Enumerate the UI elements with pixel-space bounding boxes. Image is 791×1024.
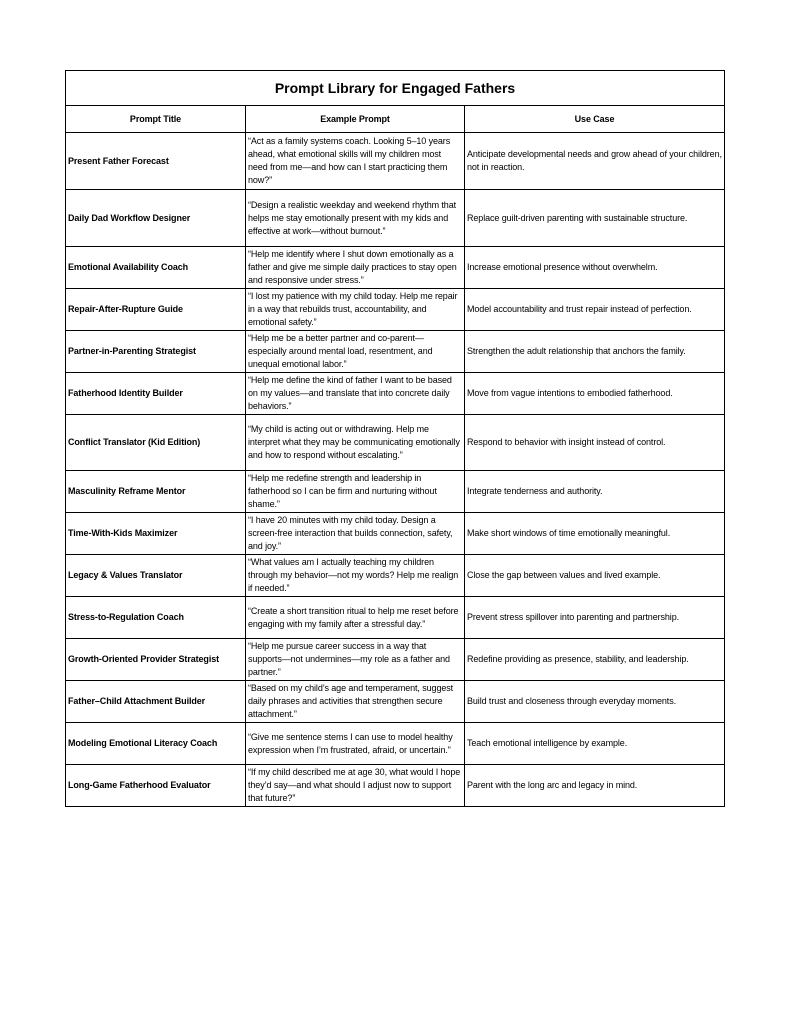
- prompt-title-cell: Legacy & Values Translator: [66, 555, 246, 597]
- example-prompt-cell: “Give me sentence stems I can use to model healthy expression when I’m frustrated, afraid, or uncertain.”: [246, 723, 465, 765]
- table-row: [66, 681, 725, 723]
- table-row: [66, 513, 725, 555]
- example-prompt-cell: “Help me pursue career success in a way that supports—not undermines—my role as a father and partner.”: [246, 639, 465, 681]
- example-prompt-cell: “I lost my patience with my child today. Help me repair in a way that rebuilds trust, accountability, and emotional safety.”: [246, 289, 465, 331]
- use-case-cell: Increase emotional presence without overwhelm.: [465, 247, 725, 289]
- table-row: [66, 723, 725, 765]
- use-case-cell: Move from vague intentions to embodied fatherhood.: [465, 373, 725, 415]
- prompt-title-cell: Partner-in-Parenting Strategist: [66, 331, 246, 373]
- use-case-cell: Respond to behavior with insight instead of control.: [465, 415, 725, 471]
- table-row: [66, 471, 725, 513]
- use-case-cell: Prevent stress spillover into parenting and partnership.: [465, 597, 725, 639]
- example-prompt-cell: “Help me be a better partner and co-parent—especially around mental load, resentment, and unequal emotional labor.”: [246, 331, 465, 373]
- prompt-title-cell: Conflict Translator (Kid Edition): [66, 415, 246, 471]
- prompt-title-cell: Time-With-Kids Maximizer: [66, 513, 246, 555]
- prompt-title-cell: Growth-Oriented Provider Strategist: [66, 639, 246, 681]
- use-case-cell: Parent with the long arc and legacy in mind.: [465, 765, 725, 807]
- example-prompt-cell: “Help me identify where I shut down emotionally as a father and give me simple daily practices to stay open and responsive under stress.”: [246, 247, 465, 289]
- use-case-cell: Anticipate developmental needs and grow ahead of your children, not in reaction.: [465, 133, 725, 190]
- example-prompt-cell: “Help me redefine strength and leadership in fatherhood so I can be firm and nurturing without shame.”: [246, 471, 465, 513]
- table-row: [66, 133, 725, 190]
- example-prompt-cell: “Based on my child’s age and temperament, suggest daily phrases and activities that strengthen secure attachment.”: [246, 681, 465, 723]
- example-prompt-cell: “Create a short transition ritual to help me reset before engaging with my family after a stressful day.”: [246, 597, 465, 639]
- prompt-title-cell: Father–Child Attachment Builder: [66, 681, 246, 723]
- use-case-cell: Strengthen the adult relationship that anchors the family.: [465, 331, 725, 373]
- prompt-title-cell: Modeling Emotional Literacy Coach: [66, 723, 246, 765]
- prompt-title-cell: Daily Dad Workflow Designer: [66, 190, 246, 247]
- prompt-title-cell: Fatherhood Identity Builder: [66, 373, 246, 415]
- use-case-cell: Redefine providing as presence, stability, and leadership.: [465, 639, 725, 681]
- table-row: [66, 373, 725, 415]
- table-row: [66, 555, 725, 597]
- column-header-example-prompt: Example Prompt: [246, 106, 465, 133]
- table-row: [66, 597, 725, 639]
- example-prompt-cell: “What values am I actually teaching my children through my behavior—not my words? Help me realign if needed.”: [246, 555, 465, 597]
- prompt-title-cell: Repair-After-Rupture Guide: [66, 289, 246, 331]
- prompt-title-cell: Emotional Availability Coach: [66, 247, 246, 289]
- table-row: [66, 190, 725, 247]
- prompt-library-sheet: [65, 70, 724, 807]
- table-row: [66, 247, 725, 289]
- use-case-cell: Make short windows of time emotionally meaningful.: [465, 513, 725, 555]
- prompt-title-cell: Long-Game Fatherhood Evaluator: [66, 765, 246, 807]
- prompt-title-cell: Masculinity Reframe Mentor: [66, 471, 246, 513]
- example-prompt-cell: “Design a realistic weekday and weekend rhythm that helps me stay emotionally present with my kids and effective at work—without burnout.”: [246, 190, 465, 247]
- table-title: Prompt Library for Engaged Fathers: [66, 71, 725, 106]
- example-prompt-cell: “I have 20 minutes with my child today. Design a screen-free interaction that builds connection, safety, and joy.”: [246, 513, 465, 555]
- table-row: [66, 331, 725, 373]
- table-row: [66, 639, 725, 681]
- example-prompt-cell: “My child is acting out or withdrawing. Help me interpret what they may be communicating emotionally and how to respond without escalating.”: [246, 415, 465, 471]
- prompt-title-cell: Stress-to-Regulation Coach: [66, 597, 246, 639]
- prompt-title-cell: Present Father Forecast: [66, 133, 246, 190]
- use-case-cell: Close the gap between values and lived example.: [465, 555, 725, 597]
- table-row: [66, 415, 725, 471]
- use-case-cell: Build trust and closeness through everyday moments.: [465, 681, 725, 723]
- example-prompt-cell: “Help me define the kind of father I want to be based on my values—and translate that into concrete daily behaviors.”: [246, 373, 465, 415]
- use-case-cell: Teach emotional intelligence by example.: [465, 723, 725, 765]
- example-prompt-cell: “Act as a family systems coach. Looking 5–10 years ahead, what emotional skills will my children most need from me—and how can I start practicing them now?”: [246, 133, 465, 190]
- table-row: [66, 289, 725, 331]
- column-header-use-case: Use Case: [465, 106, 725, 133]
- example-prompt-cell: “If my child described me at age 30, what would I hope they’d say—and what should I adjust now to support that future?”: [246, 765, 465, 807]
- column-header-prompt-title: Prompt Title: [66, 106, 246, 133]
- prompt-library-table: [65, 70, 725, 807]
- use-case-cell: Replace guilt-driven parenting with sustainable structure.: [465, 190, 725, 247]
- use-case-cell: Model accountability and trust repair instead of perfection.: [465, 289, 725, 331]
- table-row: [66, 765, 725, 807]
- use-case-cell: Integrate tenderness and authority.: [465, 471, 725, 513]
